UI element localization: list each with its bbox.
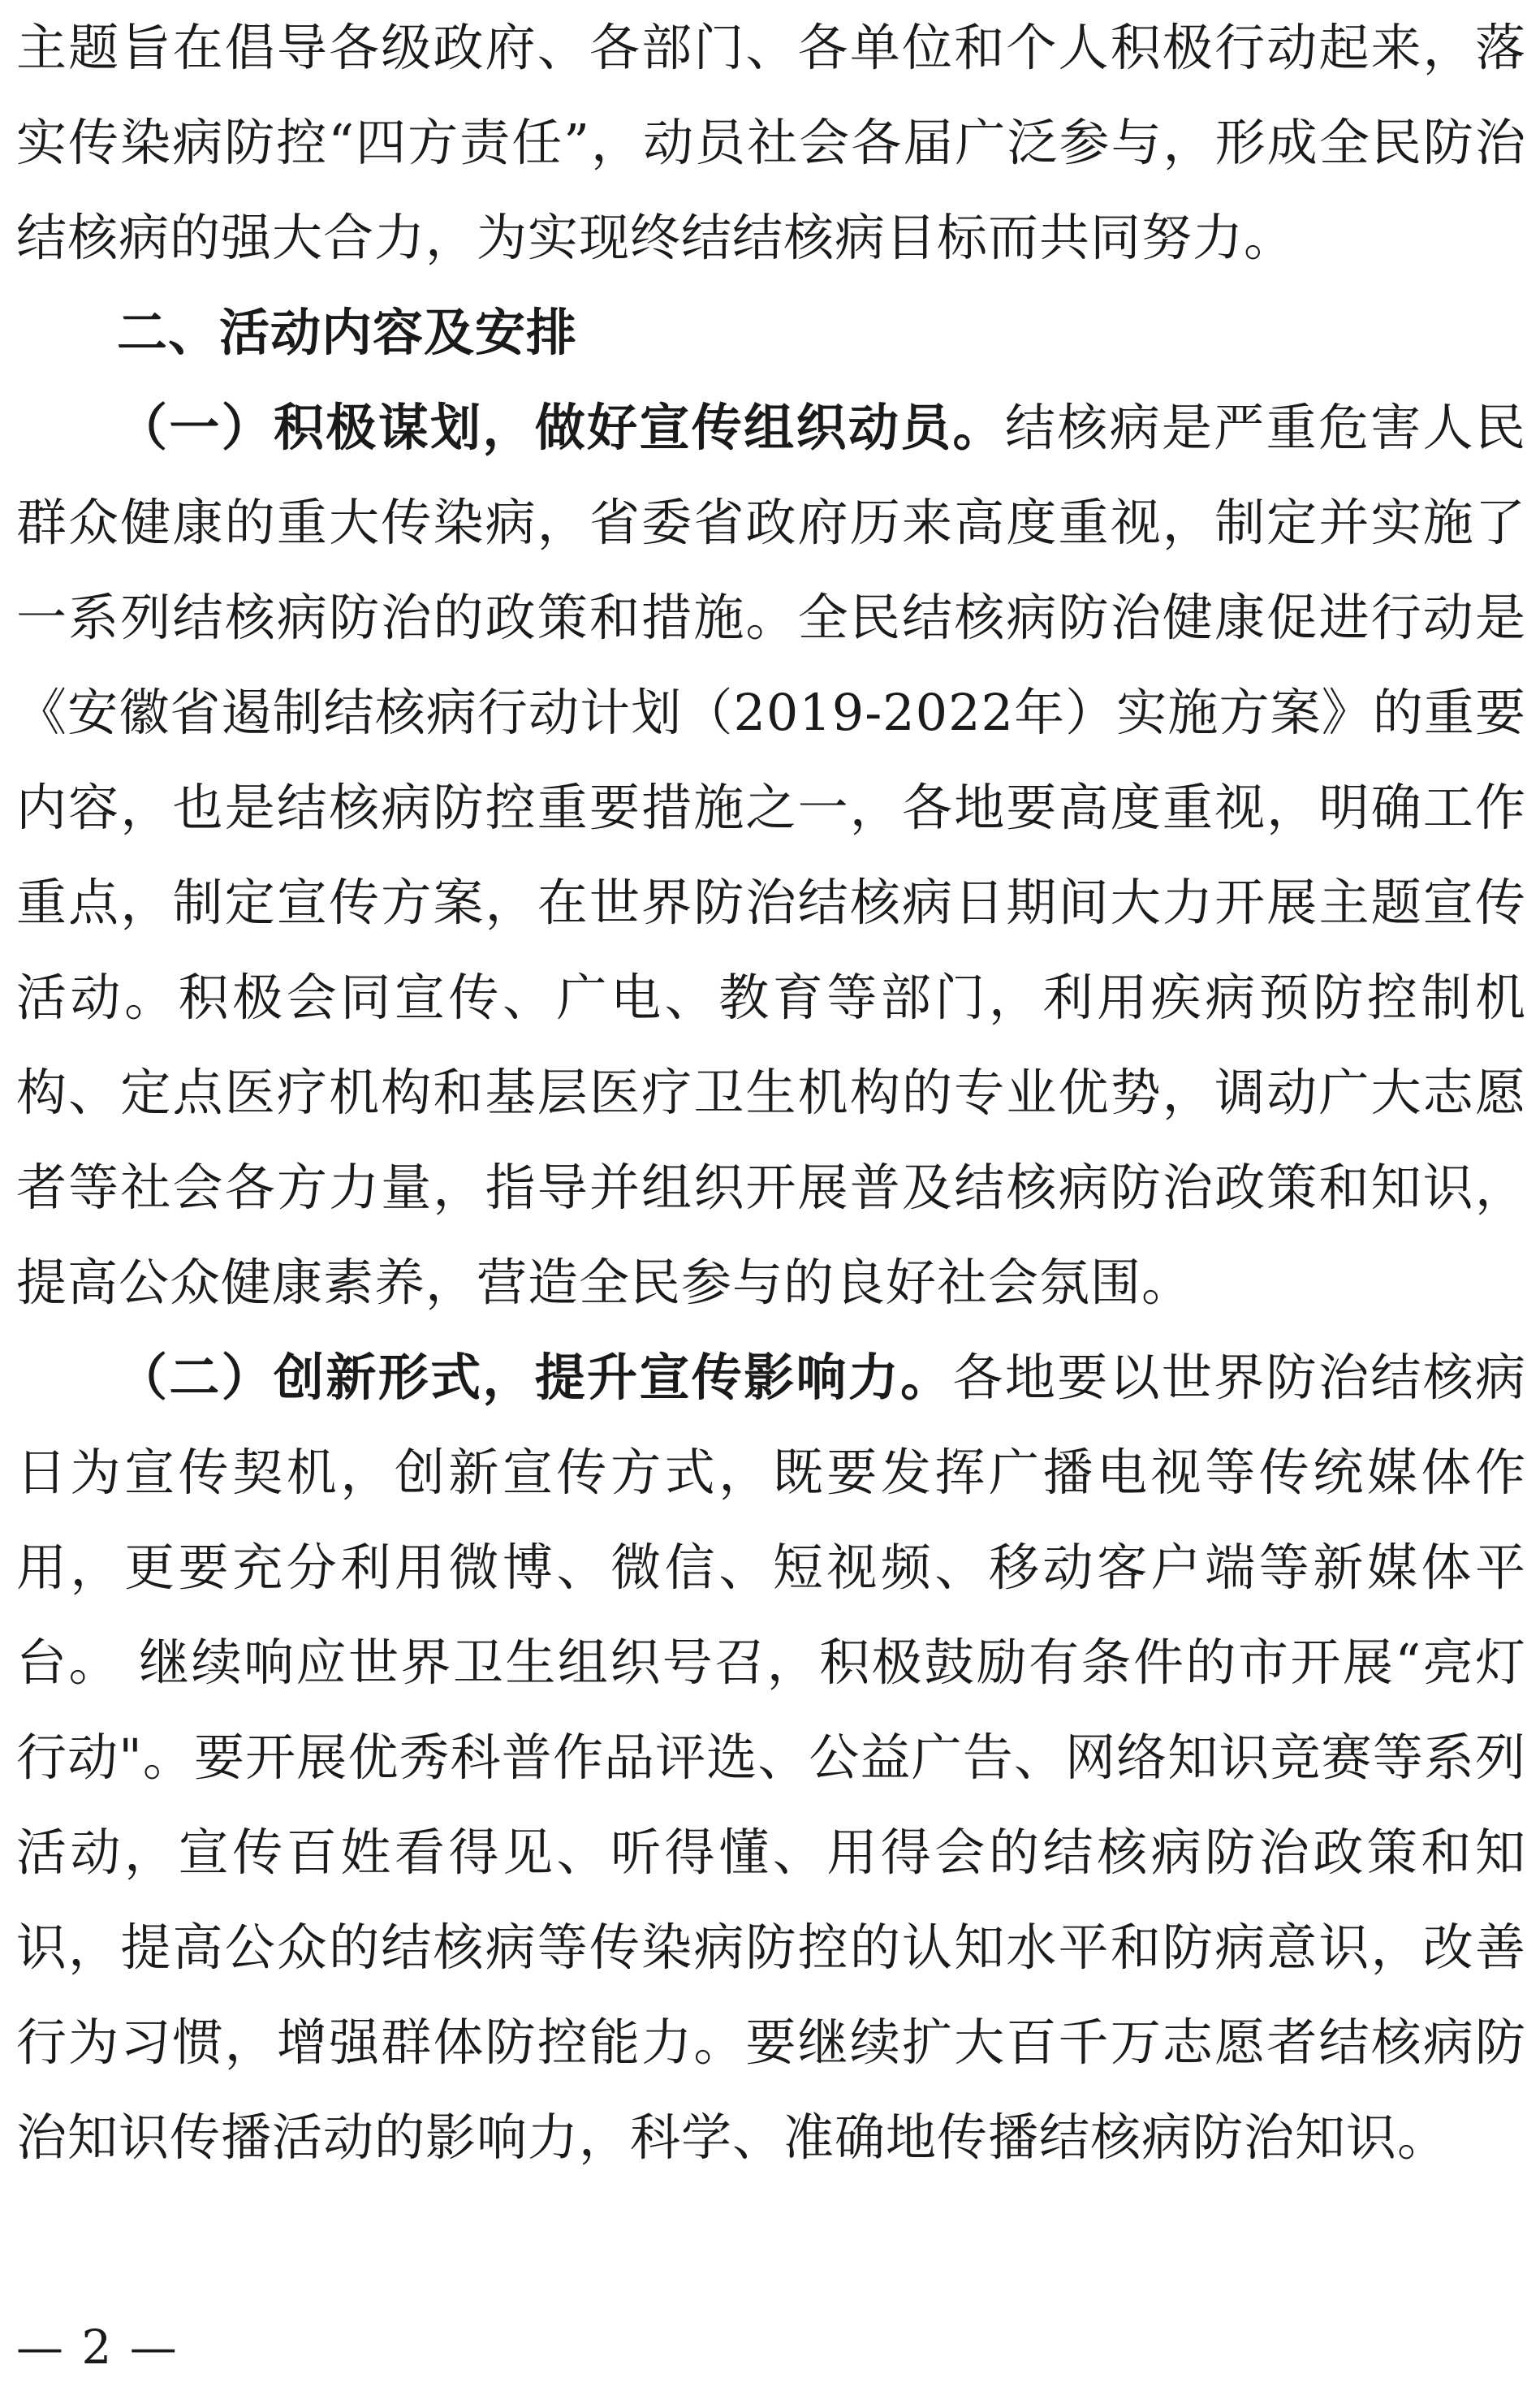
document-page	[16, 0, 1526, 2395]
paragraph-intro	[16, 0, 1526, 285]
paragraph-item-1-lead: （一）积极谋划，做好宣传组织动员。	[117, 398, 1005, 457]
page-number: — 2 —	[16, 2319, 179, 2375]
document-body	[16, 0, 1526, 2185]
paragraph-item-2-text: 各地要以世界防治结核病日为宣传契机，创新宣传方式，既要发挥广播电视等传统媒体作用，更要充分利用微博、微信、短视频、移动客户端等新媒体平台。 继续响应世界卫生组织号召，积极鼓励有条件的市开展“亮灯行动"。要开展优秀科普作品评选、公益广告、网络知识竞赛等系列活动，宣传百姓看得见、听得懂、用得会的结核病防治政策和知识，提高公众的结核病等传染病防控的认知水平和防病意识，改善行为习惯，增强群体防控能力。要继续扩大百千万志愿者结核病防治知识传播活动的影响力，科学、准确地传播结核病防治知识。	[16, 1348, 1526, 2167]
paragraph-item-2	[16, 1330, 1526, 2185]
paragraph-intro-text: 主题旨在倡导各级政府、各部门、各单位和个人积极行动起来，落实传染病防控“四方责任”，动员社会各届广泛参与，形成全民防治结核病的强大合力，为实现终结结核病目标而共同努力。	[16, 18, 1526, 267]
paragraph-item-2-lead: （二）创新形式，提升宣传影响力。	[117, 1348, 953, 1407]
section-heading: 二、活动内容及安排	[117, 303, 578, 362]
paragraph-item-1-text: 结核病是严重危害人民群众健康的重大传染病，省委省政府历来高度重视，制定并实施了一系列结核病防治的政策和措施。全民结核病防治健康促进行动是《安徽省遏制结核病行动计划（2019-2022年）实施方案》的重要内容，也是结核病防控重要措施之一，各地要高度重视，明确工作重点，制定宣传方案，在世界防治结核病日期间大力开展主题宣传活动。积极会同宣传、广电、教育等部门，利用疾病预防控制机构、定点医疗机构和基层医疗卫生机构的专业优势，调动广大志愿者等社会各方力量，指导并组织开展普及结核病防治政策和知识，提高公众健康素养，营造全民参与的良好社会氛围。	[16, 398, 1526, 1312]
paragraph-item-1	[16, 380, 1526, 1330]
